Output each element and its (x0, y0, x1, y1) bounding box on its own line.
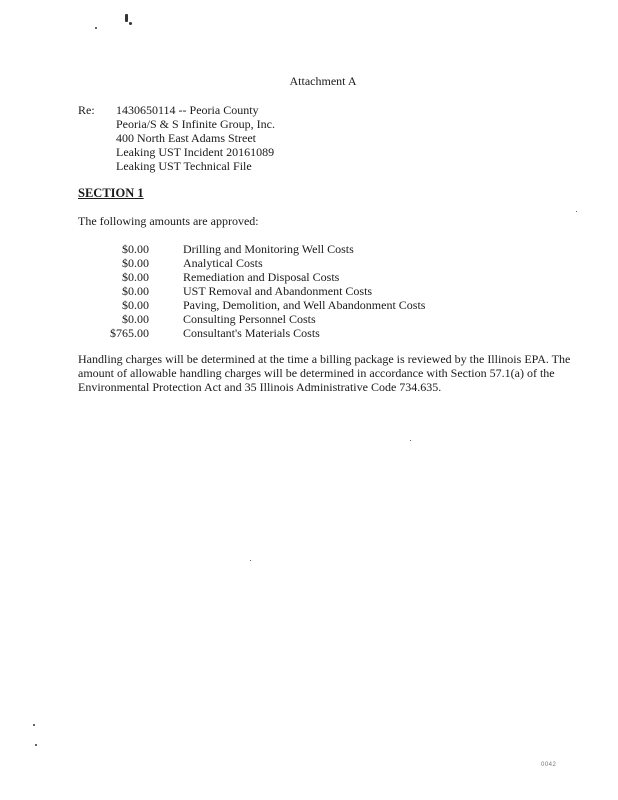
amount-row (100, 256, 425, 270)
re-line: Peoria/S & S Infinite Group, Inc. (116, 117, 275, 131)
amount-row (100, 312, 425, 326)
amount-value: $0.00 (122, 284, 149, 298)
amounts-list (100, 242, 425, 340)
scan-speck (35, 744, 37, 746)
intro-text: The following amounts are approved: (78, 214, 259, 228)
re-line: Leaking UST Incident 20161089 (116, 145, 275, 159)
amount-value: $0.00 (122, 242, 149, 256)
handling-paragraph: Handling charges will be determined at the time a billing package is reviewed by the Illinois EPA. The amount of allowable handling charges will be determined in accordance with Section 57.1(a) of the Environmental Protection Act and 35 Illinois Administrative Code 734.635. (78, 352, 571, 394)
scan-speck (95, 27, 97, 29)
scan-speck (33, 724, 35, 726)
amount-description: Remediation and Disposal Costs (183, 270, 340, 284)
amount-description: Paving, Demolition, and Well Abandonment Costs (183, 298, 426, 312)
attachment-title: Attachment A (289, 74, 357, 88)
re-line: Leaking UST Technical File (116, 159, 252, 173)
scan-speck (576, 211, 577, 212)
page-stamp: 0042 (541, 762, 557, 768)
scan-speck (129, 22, 132, 25)
amount-description: UST Removal and Abandonment Costs (183, 284, 373, 298)
amount-description: Consulting Personnel Costs (183, 312, 316, 326)
amount-value: $0.00 (122, 298, 149, 312)
amount-value: $0.00 (122, 256, 149, 270)
amount-description: Drilling and Monitoring Well Costs (183, 242, 354, 256)
amount-row (100, 270, 425, 284)
re-line: 400 North East Adams Street (116, 131, 256, 145)
amount-description: Analytical Costs (183, 256, 263, 270)
amount-row (100, 298, 425, 312)
scan-speck (250, 560, 251, 561)
amount-row (100, 284, 425, 298)
scan-speck (125, 14, 128, 22)
amount-value: $765.00 (110, 326, 149, 340)
re-line: 1430650114 -- Peoria County (116, 103, 259, 117)
amount-value: $0.00 (122, 312, 149, 326)
amount-row (100, 326, 425, 340)
re-label: Re: (78, 103, 95, 117)
amount-value: $0.00 (122, 270, 149, 284)
re-lines (116, 103, 275, 173)
section-heading: SECTION 1 (78, 186, 144, 200)
amount-description: Consultant's Materials Costs (183, 326, 320, 340)
amount-row (100, 242, 425, 256)
scan-speck (410, 440, 411, 441)
